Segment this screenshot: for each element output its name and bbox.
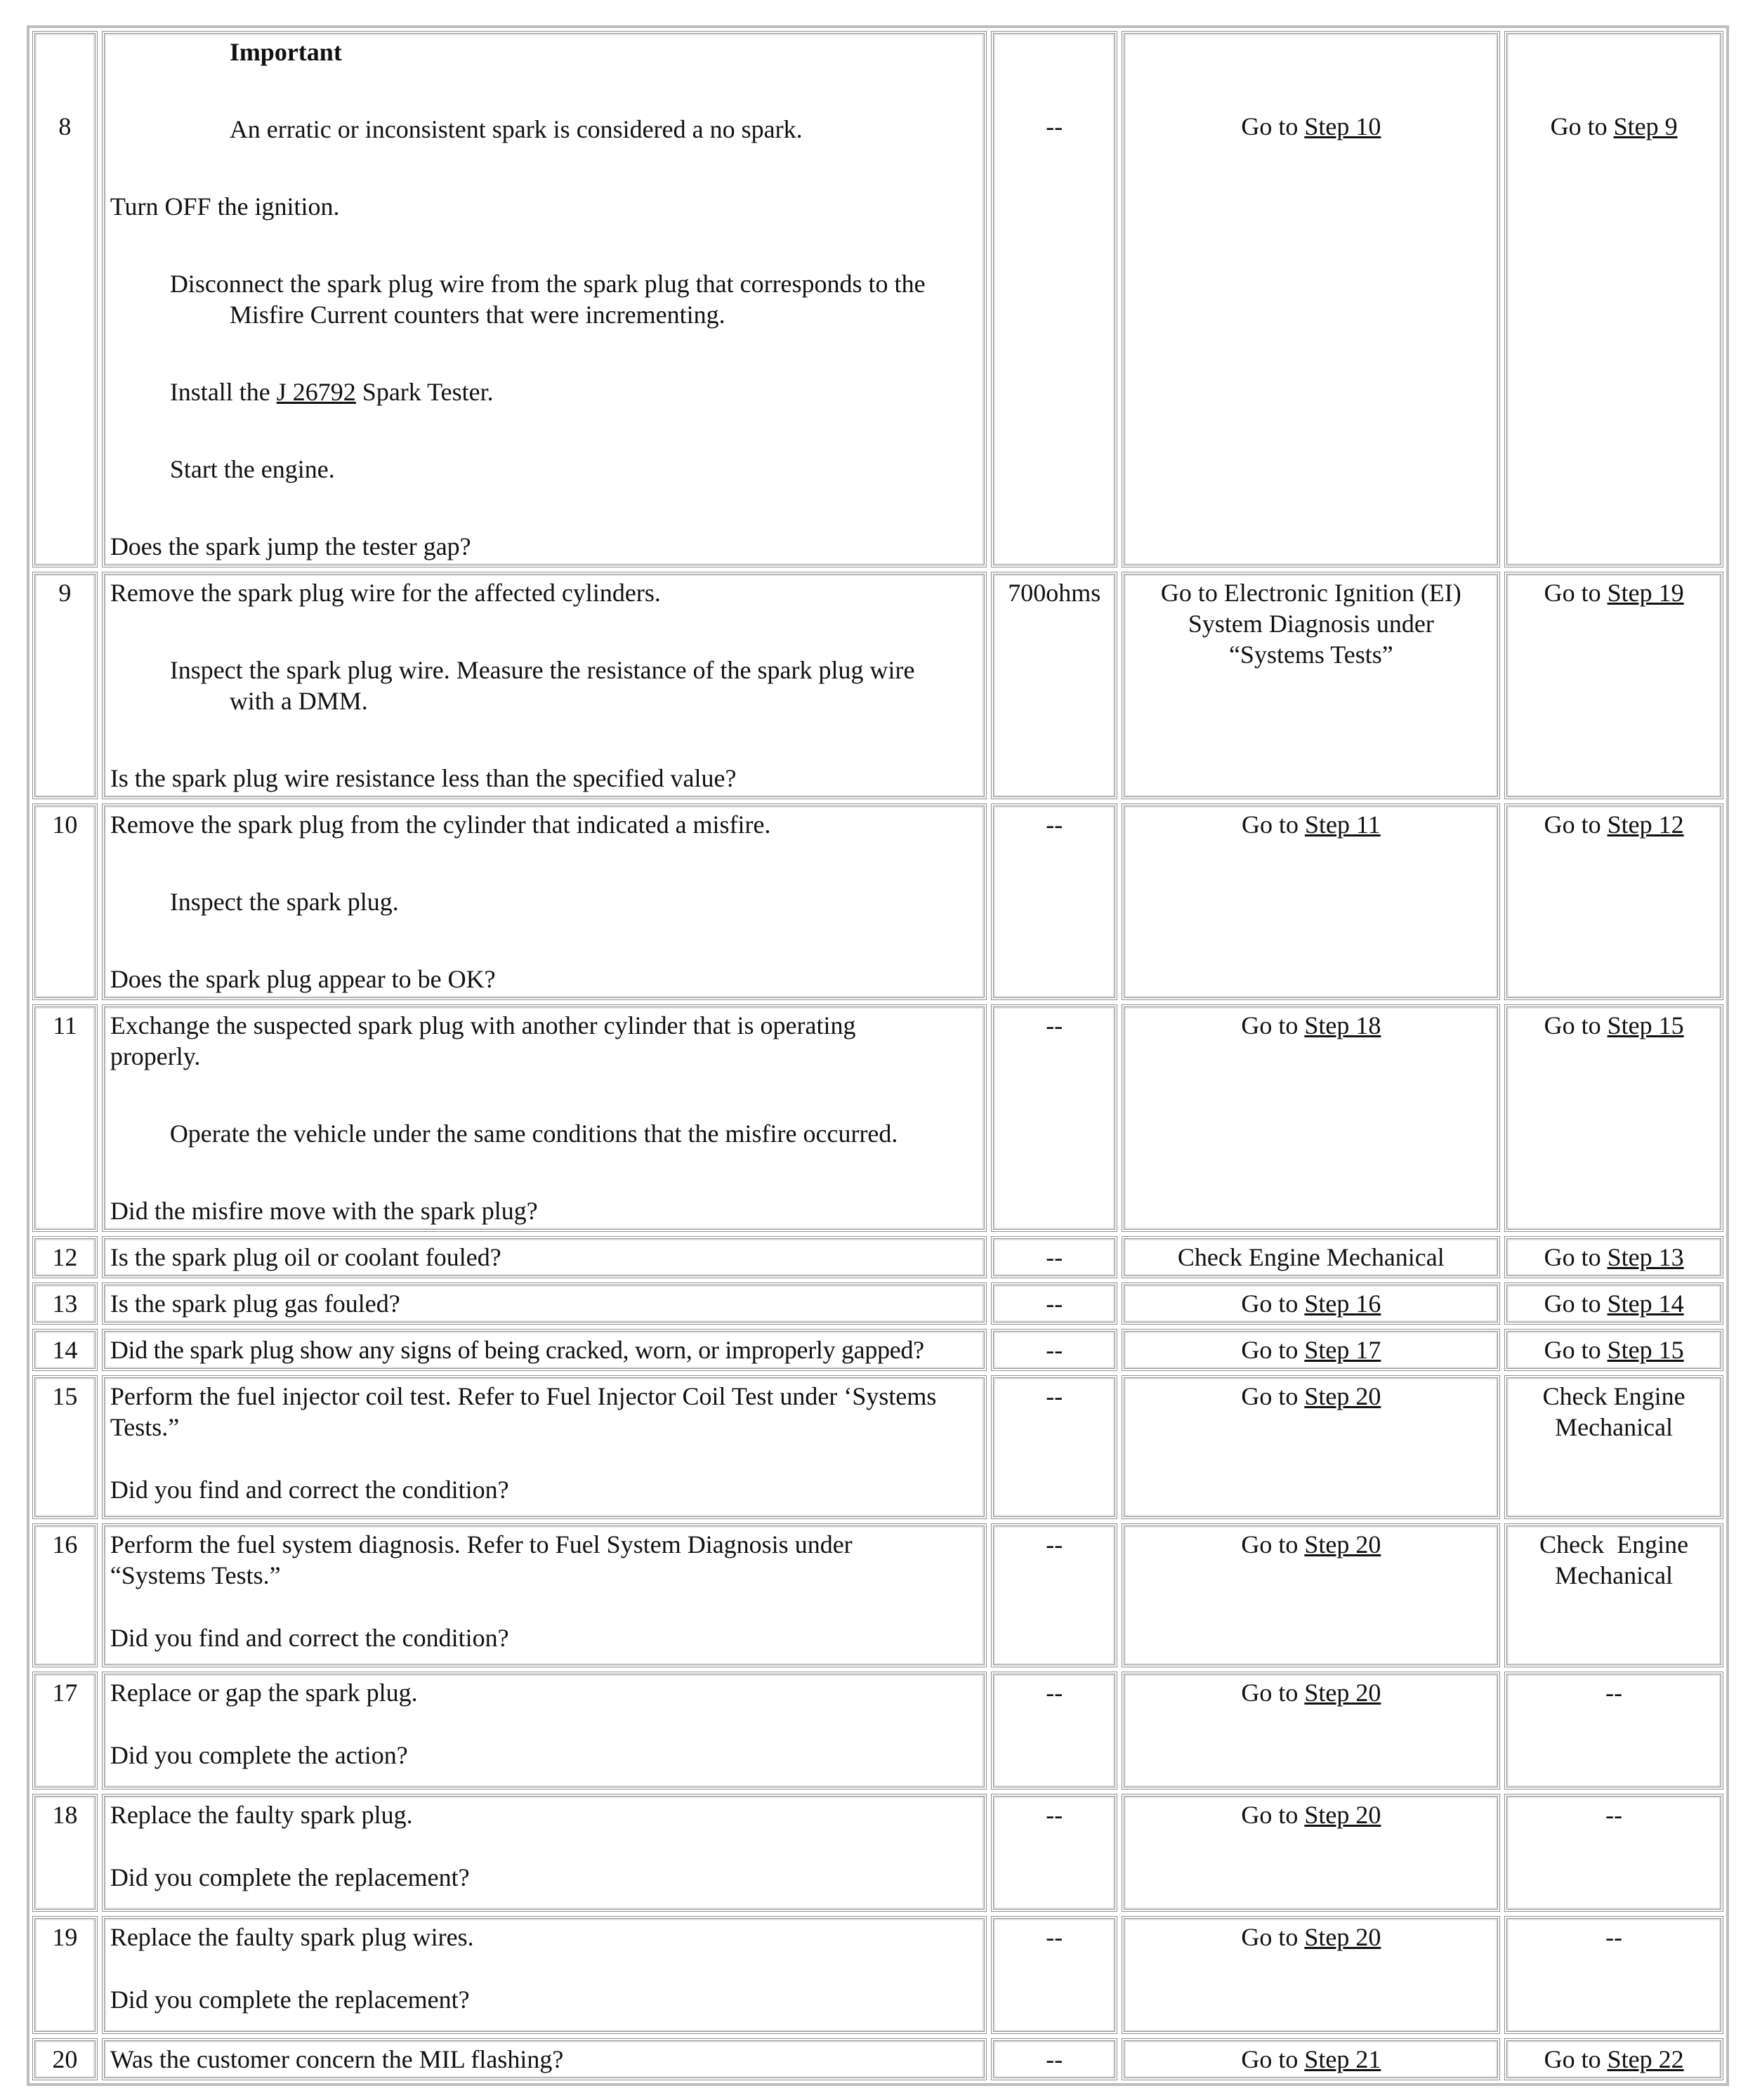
value-cell: -- (991, 1672, 1118, 1790)
action-cell (102, 572, 987, 799)
yes-text: System Diagnosis under (1188, 610, 1434, 638)
no-text: Go to (1544, 811, 1608, 839)
no-cell (1504, 1004, 1723, 1232)
yes-cell (1122, 1523, 1500, 1667)
yes-cell (1122, 1916, 1500, 2034)
question-text: Was the customer concern the MIL flashing? (102, 2038, 987, 2080)
step-number: 15 (32, 1375, 98, 1519)
yes-step-link[interactable]: Step 20 (1304, 1679, 1381, 1707)
step-number: 11 (32, 1004, 98, 1232)
action-line: “Systems Tests.” (110, 1561, 281, 1589)
no-cell (1504, 31, 1723, 567)
no-text: Go to (1544, 579, 1608, 607)
question-text: Did you complete the replacement? (110, 1986, 470, 2014)
yes-cell (1122, 1794, 1500, 1912)
no-step-link[interactable]: Step 19 (1607, 579, 1684, 607)
table-row (32, 1794, 1723, 1912)
table-row (32, 31, 1723, 567)
no-text: Go to (1544, 1289, 1608, 1318)
step-number: 17 (32, 1672, 98, 1790)
no-text: Check Engine (1539, 1530, 1689, 1558)
step-number: 8 (32, 31, 98, 567)
value-cell: -- (991, 1375, 1118, 1519)
question-text: Did the misfire move with the spark plug? (110, 1197, 538, 1225)
no-text: Go to (1544, 2045, 1608, 2073)
value-cell: -- (991, 1523, 1118, 1667)
action-line (110, 376, 978, 407)
step-number: 20 (32, 2038, 98, 2080)
value-cell: -- (991, 1236, 1118, 1278)
yes-step-link[interactable]: Step 20 (1304, 1801, 1381, 1829)
value-cell: -- (991, 2038, 1118, 2080)
action-cell (102, 1672, 987, 1790)
table-row (32, 1916, 1723, 2034)
yes-cell: Check Engine Mechanical (1122, 1236, 1500, 1278)
action-line: Replace the faulty spark plug wires. (110, 1923, 474, 1951)
table-row (32, 1004, 1723, 1232)
action-cell (102, 803, 987, 1000)
action-line: Misfire Current counters that were incrementing. (229, 301, 725, 329)
table-row (32, 1282, 1723, 1325)
yes-text: Go to (1241, 1923, 1305, 1951)
yes-step-link[interactable]: Step 11 (1305, 811, 1381, 839)
yes-text: Go to (1241, 1801, 1305, 1829)
step-number: 14 (32, 1329, 98, 1371)
yes-text: Go to Electronic Ignition (EI) (1160, 579, 1461, 607)
yes-text: Go to (1241, 1289, 1305, 1318)
no-text: Go to (1544, 1243, 1608, 1271)
value-cell: -- (991, 803, 1118, 1000)
yes-cell (1122, 1004, 1500, 1232)
action-cell (102, 1916, 987, 2034)
no-cell (1504, 1329, 1723, 1371)
table-row (32, 2038, 1723, 2080)
question-text: Does the spark plug appear to be OK? (110, 965, 496, 993)
step-number: 10 (32, 803, 98, 1000)
action-line: properly. (110, 1042, 201, 1070)
yes-step-link[interactable]: Step 20 (1304, 1923, 1381, 1951)
no-cell: -- (1504, 1794, 1723, 1912)
step-number: 18 (32, 1794, 98, 1912)
table-row (32, 1236, 1723, 1278)
action-line: Remove the spark plug wire for the affected cylinders. (110, 579, 661, 607)
yes-step-link[interactable]: Step 20 (1304, 1382, 1381, 1410)
step-number: 16 (32, 1523, 98, 1667)
action-line: Replace or gap the spark plug. (110, 1679, 418, 1707)
action-line: Inspect the spark plug wire. Measure the resistance of the spark plug wire (169, 656, 915, 684)
action-cell (102, 31, 987, 567)
action-line: Operate the vehicle under the same conditions that the misfire occurred. (169, 1120, 898, 1148)
question-text: Did the spark plug show any signs of being cracked, worn, or improperly gapped? (102, 1329, 987, 1371)
action-line: Replace the faulty spark plug. (110, 1801, 413, 1829)
value-cell: -- (991, 1329, 1118, 1371)
action-line: Tests.” (110, 1413, 180, 1441)
action-line: Perform the fuel injector coil test. Refer to Fuel Injector Coil Test under ‘Systems (110, 1382, 937, 1410)
step-number: 13 (32, 1282, 98, 1325)
value-cell: -- (991, 1794, 1118, 1912)
action-text: Install the (169, 378, 277, 406)
yes-text: Go to (1241, 1530, 1305, 1558)
question-text: Did you complete the action? (110, 1741, 408, 1769)
table-row (32, 803, 1723, 1000)
yes-text: “Systems Tests” (1228, 641, 1393, 669)
no-cell (1504, 803, 1723, 1000)
important-label: Important (229, 38, 342, 66)
important-note: An erratic or inconsistent spark is considered a no spark. (229, 115, 803, 143)
no-text: Mechanical (1555, 1413, 1674, 1441)
no-text: Mechanical (1555, 1561, 1674, 1589)
yes-cell (1122, 1282, 1500, 1325)
no-step-link[interactable]: Step 13 (1607, 1243, 1684, 1271)
no-step-link[interactable]: Step 12 (1607, 811, 1684, 839)
question-text: Did you find and correct the condition? (110, 1624, 509, 1652)
question-text: Did you complete the replacement? (110, 1863, 470, 1891)
yes-cell (1122, 1329, 1500, 1371)
no-step-link[interactable]: Step 9 (1613, 112, 1678, 140)
action-line: Exchange the suspected spark plug with another cylinder that is operating (110, 1011, 856, 1039)
no-text: Go to (1544, 1011, 1608, 1039)
yes-step-link[interactable]: Step 17 (1304, 1336, 1381, 1364)
table-row (32, 1375, 1723, 1519)
no-cell (1504, 2038, 1723, 2080)
question-text: Is the spark plug gas fouled? (102, 1282, 987, 1325)
no-cell (1504, 1523, 1723, 1667)
yes-step-link[interactable]: Step 20 (1304, 1530, 1381, 1558)
action-cell (102, 1004, 987, 1232)
yes-step-link[interactable]: Step 21 (1304, 2045, 1381, 2073)
value-cell: 700ohms (991, 572, 1118, 799)
action-line: Remove the spark plug from the cylinder that indicated a misfire. (110, 811, 771, 839)
value-cell: -- (991, 1282, 1118, 1325)
action-text: Spark Tester. (355, 378, 494, 406)
no-step-link[interactable]: Step 22 (1607, 2045, 1684, 2073)
table-row (32, 1523, 1723, 1667)
yes-cell (1122, 31, 1500, 567)
value-cell: -- (991, 31, 1118, 567)
diagnostic-table (28, 27, 1728, 2085)
yes-text: Go to (1242, 811, 1306, 839)
yes-text: Go to (1241, 2045, 1305, 2073)
question-text: Is the spark plug wire resistance less than the specified value? (110, 764, 737, 792)
action-line: Turn OFF the ignition. (110, 192, 340, 221)
action-cell (102, 1523, 987, 1667)
action-line: Perform the fuel system diagnosis. Refer to Fuel System Diagnosis under (110, 1530, 853, 1558)
yes-text: Go to (1241, 1011, 1305, 1039)
no-cell (1504, 1236, 1723, 1278)
action-line: Start the engine. (169, 455, 335, 483)
step-number: 12 (32, 1236, 98, 1278)
action-cell (102, 1794, 987, 1912)
no-cell (1504, 1282, 1723, 1325)
step-number: 9 (32, 572, 98, 799)
action-line: with a DMM. (229, 687, 368, 715)
yes-cell (1122, 1375, 1500, 1519)
table-row (32, 1329, 1723, 1371)
no-text: Go to (1544, 1336, 1608, 1364)
no-text: Go to (1550, 112, 1614, 140)
yes-step-link[interactable]: Step 10 (1304, 112, 1381, 140)
value-cell: -- (991, 1004, 1118, 1232)
no-text: Check Engine (1542, 1382, 1685, 1410)
yes-text: Go to (1241, 1679, 1305, 1707)
step-number: 19 (32, 1916, 98, 2034)
yes-text: Go to (1241, 112, 1305, 140)
action-line: Inspect the spark plug. (169, 888, 399, 916)
question-text: Does the spark jump the tester gap? (110, 532, 471, 560)
yes-text: Go to (1241, 1382, 1305, 1410)
value-cell: -- (991, 1916, 1118, 2034)
yes-text: Go to (1241, 1336, 1305, 1364)
yes-step-link[interactable]: Step 16 (1304, 1289, 1381, 1318)
tool-link[interactable]: J 26792 (276, 378, 356, 406)
yes-step-link[interactable]: Step 18 (1304, 1011, 1381, 1039)
yes-cell (1122, 572, 1500, 799)
question-text: Did you find and correct the condition? (110, 1476, 509, 1504)
table-row (32, 572, 1723, 799)
action-cell (102, 1375, 987, 1519)
no-cell (1504, 572, 1723, 799)
yes-cell (1122, 1672, 1500, 1790)
question-text: Is the spark plug oil or coolant fouled? (102, 1236, 987, 1278)
diagnostic-table-container (28, 27, 1728, 2092)
yes-cell (1122, 2038, 1500, 2080)
no-step-link[interactable]: Step 14 (1607, 1289, 1684, 1318)
no-cell: -- (1504, 1672, 1723, 1790)
no-cell (1504, 1375, 1723, 1519)
table-row (32, 1672, 1723, 1790)
no-cell: -- (1504, 1916, 1723, 2034)
no-step-link[interactable]: Step 15 (1607, 1011, 1684, 1039)
action-line: Disconnect the spark plug wire from the spark plug that corresponds to the (169, 270, 926, 298)
yes-cell (1122, 803, 1500, 1000)
no-step-link[interactable]: Step 15 (1607, 1336, 1684, 1364)
